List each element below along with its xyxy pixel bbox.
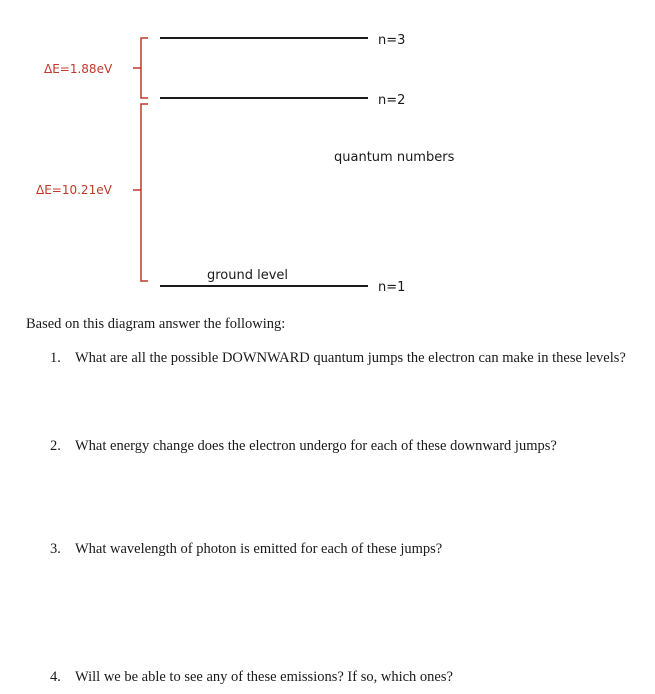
instructions-intro: Based on this diagram answer the following: — [26, 316, 286, 332]
question-3 — [50, 539, 645, 560]
ground-level-label: ground level — [207, 268, 289, 283]
level-label-n2: n=2 — [378, 93, 406, 108]
lower-energy-bracket — [133, 104, 148, 281]
level-label-n3: n=3 — [378, 33, 406, 48]
question-2-number: 2. — [50, 438, 61, 454]
level-label-n1: n=1 — [378, 280, 406, 295]
question-3-number: 3. — [50, 541, 61, 557]
energy-level-diagram — [0, 0, 655, 310]
question-2 — [50, 436, 645, 457]
question-4-number: 4. — [50, 669, 61, 685]
upper-energy-bracket — [133, 38, 148, 98]
question-3-text: What wavelength of photon is emitted for each of these jumps? — [75, 541, 443, 557]
question-4-text: Will we be able to see any of these emissions? If so, which ones? — [75, 669, 453, 685]
delta-e-lower-label: ΔE=10.21eV — [36, 183, 112, 197]
question-4 — [50, 667, 645, 688]
delta-e-upper-label: ΔE=1.88eV — [44, 62, 113, 76]
question-1-text: What are all the possible DOWNWARD quantum jumps the electron can make in these levels? — [75, 350, 626, 366]
question-2-text: What energy change does the electron undergo for each of these downward jumps? — [75, 438, 557, 454]
question-1 — [50, 348, 645, 369]
question-1-number: 1. — [50, 350, 61, 366]
quantum-numbers-label: quantum numbers — [334, 150, 455, 165]
